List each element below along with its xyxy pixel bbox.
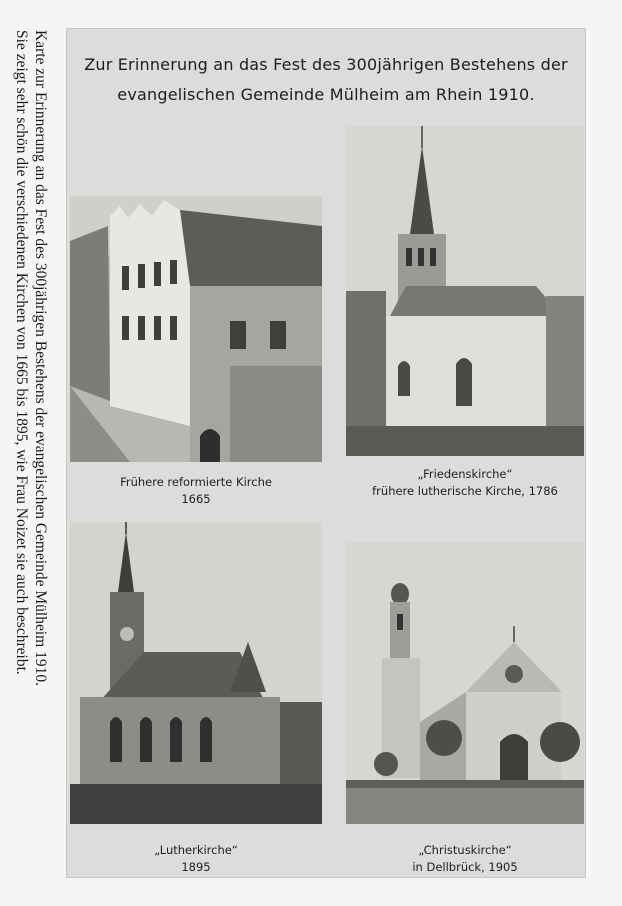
label-christuskirche: [346, 842, 584, 876]
label-friedenskirche: [346, 466, 584, 500]
postcard-title-line-1: Zur Erinnerung an das Fest des 300jährigen Bestehens der: [84, 55, 568, 74]
label-friedenskirche-year: frühere lutherische Kirche, 1786: [372, 484, 558, 498]
side-caption-line-2: Sie zeigt sehr schön die verschiedenen Kirchen von 1665 bis 1895, wie Frau Noizet sie auch beschreibt.: [13, 30, 30, 675]
postcard-title-line-2: evangelischen Gemeinde Mülheim am Rhein 1910.: [117, 85, 535, 104]
label-reformed-church-name: Frühere reformierte Kirche: [120, 475, 272, 489]
label-christuskirche-year: in Dellbrück, 1905: [412, 860, 518, 874]
label-friedenskirche-name: „Friedenskirche“: [417, 467, 513, 481]
side-caption-text: [12, 30, 50, 880]
label-christuskirche-name: „Christuskirche“: [418, 843, 512, 857]
photo-christuskirche: [346, 542, 584, 824]
postcard-title: [66, 50, 586, 110]
photo-reformed-church: [70, 196, 322, 462]
photo-friedenskirche: [346, 126, 584, 456]
photo-lutherkirche: [70, 522, 322, 824]
postcard: [66, 28, 586, 878]
label-lutherkirche-year: 1895: [181, 860, 211, 874]
label-lutherkirche-name: „Lutherkirche“: [154, 843, 238, 857]
label-lutherkirche: [70, 842, 322, 876]
side-caption: [0, 0, 62, 906]
side-caption-line-1: Karte zur Erinnerung an das Fest des 300jährigen Bestehens der evangelischen Gemeinde Mülheim 1910.: [32, 30, 49, 686]
label-reformed-church: [70, 474, 322, 508]
label-reformed-church-year: 1665: [181, 492, 211, 506]
